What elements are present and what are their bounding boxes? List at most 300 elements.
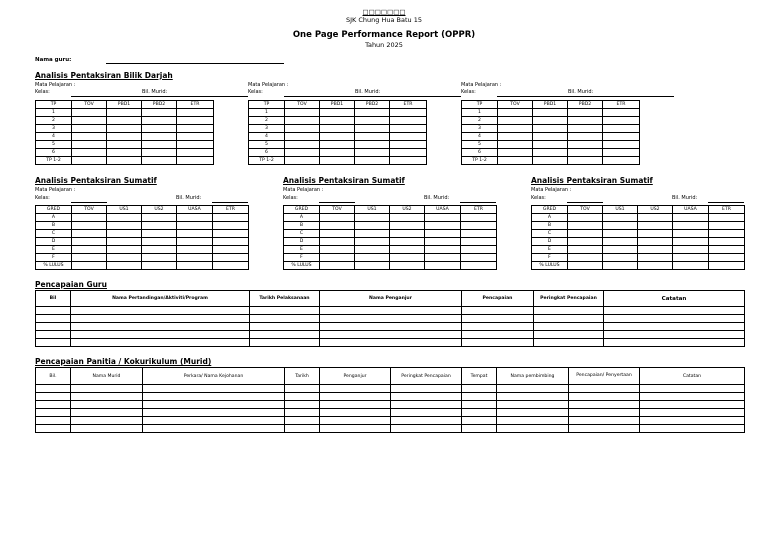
input-cell[interactable]: [603, 117, 640, 125]
input-cell[interactable]: [36, 323, 71, 331]
input-cell[interactable]: [462, 385, 497, 393]
input-cell[interactable]: [72, 254, 107, 262]
input-cell[interactable]: [320, 109, 355, 117]
input-cell[interactable]: [320, 230, 355, 238]
input-cell[interactable]: [355, 262, 390, 270]
input-cell[interactable]: [355, 125, 390, 133]
input-cell[interactable]: [142, 141, 177, 149]
input-cell[interactable]: [533, 149, 568, 157]
input-cell[interactable]: [285, 393, 320, 401]
bd1-bil-murid-line[interactable]: [107, 96, 248, 97]
input-cell[interactable]: [462, 339, 534, 347]
input-cell[interactable]: [534, 339, 604, 347]
input-cell[interactable]: [142, 214, 177, 222]
input-cell[interactable]: [107, 125, 142, 133]
input-cell[interactable]: [568, 230, 603, 238]
input-cell[interactable]: [533, 109, 568, 117]
input-cell[interactable]: [673, 246, 709, 254]
input-cell[interactable]: [673, 238, 709, 246]
input-cell[interactable]: [498, 133, 533, 141]
input-cell[interactable]: [107, 254, 142, 262]
input-cell[interactable]: [250, 331, 320, 339]
input-cell[interactable]: [142, 125, 177, 133]
input-cell[interactable]: [603, 262, 638, 270]
input-cell[interactable]: [213, 222, 249, 230]
input-cell[interactable]: [177, 157, 214, 165]
input-cell[interactable]: [320, 339, 462, 347]
input-cell[interactable]: [71, 425, 143, 433]
input-cell[interactable]: [177, 149, 214, 157]
input-cell[interactable]: [355, 246, 390, 254]
input-cell[interactable]: [36, 307, 71, 315]
input-cell[interactable]: [568, 214, 603, 222]
input-cell[interactable]: [638, 262, 673, 270]
input-cell[interactable]: [497, 401, 569, 409]
input-cell[interactable]: [568, 254, 603, 262]
input-cell[interactable]: [603, 230, 638, 238]
input-cell[interactable]: [638, 246, 673, 254]
input-cell[interactable]: [320, 141, 355, 149]
input-cell[interactable]: [285, 133, 320, 141]
input-cell[interactable]: [36, 385, 71, 393]
input-cell[interactable]: [568, 117, 603, 125]
input-cell[interactable]: [355, 109, 390, 117]
input-cell[interactable]: [568, 149, 603, 157]
input-cell[interactable]: [603, 133, 640, 141]
input-cell[interactable]: [603, 254, 638, 262]
input-cell[interactable]: [142, 254, 177, 262]
input-cell[interactable]: [425, 222, 461, 230]
input-cell[interactable]: [640, 417, 745, 425]
input-cell[interactable]: [177, 222, 213, 230]
input-cell[interactable]: [568, 246, 603, 254]
input-cell[interactable]: [638, 254, 673, 262]
input-cell[interactable]: [461, 254, 497, 262]
input-cell[interactable]: [142, 133, 177, 141]
input-cell[interactable]: [497, 417, 569, 425]
input-cell[interactable]: [285, 157, 320, 165]
input-cell[interactable]: [71, 315, 250, 323]
input-cell[interactable]: [72, 157, 107, 165]
input-cell[interactable]: [461, 238, 497, 246]
input-cell[interactable]: [320, 323, 462, 331]
input-cell[interactable]: [533, 125, 568, 133]
input-cell[interactable]: [142, 222, 177, 230]
input-cell[interactable]: [355, 238, 390, 246]
input-cell[interactable]: [355, 230, 390, 238]
input-cell[interactable]: [603, 214, 638, 222]
input-cell[interactable]: [143, 385, 285, 393]
input-cell[interactable]: [72, 222, 107, 230]
input-cell[interactable]: [285, 409, 320, 417]
input-cell[interactable]: [461, 246, 497, 254]
input-cell[interactable]: [569, 385, 640, 393]
input-cell[interactable]: [177, 238, 213, 246]
input-cell[interactable]: [390, 214, 425, 222]
input-cell[interactable]: [498, 157, 533, 165]
input-cell[interactable]: [498, 109, 533, 117]
input-cell[interactable]: [250, 339, 320, 347]
input-cell[interactable]: [177, 246, 213, 254]
input-cell[interactable]: [462, 307, 534, 315]
input-cell[interactable]: [71, 401, 143, 409]
input-cell[interactable]: [497, 425, 569, 433]
input-cell[interactable]: [107, 141, 142, 149]
input-cell[interactable]: [390, 222, 425, 230]
input-cell[interactable]: [142, 149, 177, 157]
input-cell[interactable]: [177, 262, 213, 270]
input-cell[interactable]: [603, 246, 638, 254]
input-cell[interactable]: [568, 157, 603, 165]
input-cell[interactable]: [425, 214, 461, 222]
input-cell[interactable]: [107, 109, 142, 117]
input-cell[interactable]: [107, 214, 142, 222]
input-cell[interactable]: [36, 409, 71, 417]
input-cell[interactable]: [603, 141, 640, 149]
input-cell[interactable]: [568, 141, 603, 149]
input-cell[interactable]: [320, 393, 391, 401]
input-cell[interactable]: [71, 393, 143, 401]
input-cell[interactable]: [638, 230, 673, 238]
input-cell[interactable]: [390, 133, 427, 141]
input-cell[interactable]: [250, 307, 320, 315]
input-cell[interactable]: [568, 109, 603, 117]
input-cell[interactable]: [285, 117, 320, 125]
input-cell[interactable]: [603, 125, 640, 133]
input-cell[interactable]: [533, 141, 568, 149]
input-cell[interactable]: [250, 315, 320, 323]
input-cell[interactable]: [534, 307, 604, 315]
input-cell[interactable]: [461, 214, 497, 222]
input-cell[interactable]: [355, 117, 390, 125]
input-cell[interactable]: [462, 323, 534, 331]
input-cell[interactable]: [498, 149, 533, 157]
input-cell[interactable]: [390, 230, 425, 238]
input-cell[interactable]: [107, 222, 142, 230]
input-cell[interactable]: [71, 323, 250, 331]
input-cell[interactable]: [673, 222, 709, 230]
input-cell[interactable]: [462, 401, 497, 409]
input-cell[interactable]: [107, 157, 142, 165]
input-cell[interactable]: [355, 157, 390, 165]
input-cell[interactable]: [71, 417, 143, 425]
input-cell[interactable]: [568, 133, 603, 141]
input-cell[interactable]: [320, 315, 462, 323]
input-cell[interactable]: [320, 417, 391, 425]
input-cell[interactable]: [320, 133, 355, 141]
input-cell[interactable]: [533, 157, 568, 165]
input-cell[interactable]: [213, 254, 249, 262]
input-cell[interactable]: [462, 315, 534, 323]
input-cell[interactable]: [533, 117, 568, 125]
input-cell[interactable]: [709, 246, 745, 254]
input-cell[interactable]: [142, 262, 177, 270]
input-cell[interactable]: [72, 109, 107, 117]
input-cell[interactable]: [640, 409, 745, 417]
input-cell[interactable]: [72, 133, 107, 141]
input-cell[interactable]: [603, 238, 638, 246]
input-cell[interactable]: [709, 222, 745, 230]
input-cell[interactable]: [497, 393, 569, 401]
input-cell[interactable]: [709, 230, 745, 238]
input-cell[interactable]: [390, 117, 427, 125]
input-cell[interactable]: [603, 149, 640, 157]
input-cell[interactable]: [320, 425, 391, 433]
input-cell[interactable]: [498, 141, 533, 149]
input-cell[interactable]: [568, 262, 603, 270]
input-cell[interactable]: [36, 401, 71, 409]
input-cell[interactable]: [36, 417, 71, 425]
input-cell[interactable]: [391, 401, 462, 409]
input-cell[interactable]: [461, 262, 497, 270]
input-cell[interactable]: [462, 409, 497, 417]
input-cell[interactable]: [390, 238, 425, 246]
input-cell[interactable]: [391, 409, 462, 417]
input-cell[interactable]: [425, 246, 461, 254]
sm3-bil-murid-line[interactable]: [708, 202, 744, 203]
input-cell[interactable]: [355, 254, 390, 262]
input-cell[interactable]: [143, 417, 285, 425]
input-cell[interactable]: [320, 401, 391, 409]
input-cell[interactable]: [320, 307, 462, 315]
input-cell[interactable]: [285, 109, 320, 117]
input-cell[interactable]: [390, 262, 425, 270]
input-cell[interactable]: [285, 125, 320, 133]
input-cell[interactable]: [391, 385, 462, 393]
input-cell[interactable]: [497, 409, 569, 417]
sm2-kelas-line[interactable]: [319, 202, 355, 203]
input-cell[interactable]: [603, 222, 638, 230]
input-cell[interactable]: [72, 230, 107, 238]
input-cell[interactable]: [638, 222, 673, 230]
input-cell[interactable]: [673, 262, 709, 270]
input-cell[interactable]: [36, 331, 71, 339]
input-cell[interactable]: [390, 109, 427, 117]
input-cell[interactable]: [534, 323, 604, 331]
input-cell[interactable]: [320, 246, 355, 254]
input-cell[interactable]: [673, 230, 709, 238]
input-cell[interactable]: [425, 238, 461, 246]
input-cell[interactable]: [71, 307, 250, 315]
input-cell[interactable]: [320, 238, 355, 246]
input-cell[interactable]: [462, 393, 497, 401]
input-cell[interactable]: [177, 214, 213, 222]
input-cell[interactable]: [497, 385, 569, 393]
input-cell[interactable]: [709, 214, 745, 222]
input-cell[interactable]: [355, 133, 390, 141]
input-cell[interactable]: [36, 315, 71, 323]
input-cell[interactable]: [320, 125, 355, 133]
bd3-kelas-line[interactable]: [497, 96, 533, 97]
input-cell[interactable]: [568, 222, 603, 230]
input-cell[interactable]: [142, 230, 177, 238]
input-cell[interactable]: [709, 262, 745, 270]
input-cell[interactable]: [390, 125, 427, 133]
input-cell[interactable]: [72, 117, 107, 125]
input-cell[interactable]: [213, 246, 249, 254]
input-cell[interactable]: [461, 230, 497, 238]
input-cell[interactable]: [72, 141, 107, 149]
bd2-kelas-label: Kelas:: [248, 89, 263, 95]
bd3-bil-murid-line[interactable]: [533, 96, 674, 97]
input-cell[interactable]: [462, 425, 497, 433]
input-cell[interactable]: [177, 230, 213, 238]
input-cell[interactable]: [142, 109, 177, 117]
input-cell[interactable]: [107, 230, 142, 238]
input-cell[interactable]: [71, 409, 143, 417]
input-cell[interactable]: [320, 214, 355, 222]
sm1-kelas-line[interactable]: [71, 202, 107, 203]
input-cell[interactable]: [640, 385, 745, 393]
input-cell[interactable]: [640, 393, 745, 401]
input-cell[interactable]: [72, 246, 107, 254]
input-cell[interactable]: [604, 331, 745, 339]
input-cell[interactable]: [107, 238, 142, 246]
input-cell[interactable]: [285, 401, 320, 409]
input-cell[interactable]: [569, 393, 640, 401]
input-cell[interactable]: [143, 393, 285, 401]
input-cell[interactable]: [355, 149, 390, 157]
bd1-kelas-line[interactable]: [71, 96, 107, 97]
bd2-row-label: 3: [249, 125, 285, 133]
input-cell[interactable]: [72, 238, 107, 246]
input-cell[interactable]: [320, 262, 355, 270]
input-cell[interactable]: [604, 315, 745, 323]
input-cell[interactable]: [143, 409, 285, 417]
input-cell[interactable]: [36, 393, 71, 401]
input-cell[interactable]: [425, 262, 461, 270]
input-cell[interactable]: [498, 125, 533, 133]
input-cell[interactable]: [107, 117, 142, 125]
input-cell[interactable]: [569, 401, 640, 409]
input-cell[interactable]: [709, 254, 745, 262]
input-cell[interactable]: [320, 117, 355, 125]
input-cell[interactable]: [71, 331, 250, 339]
nama-guru-line[interactable]: [106, 63, 284, 64]
input-cell[interactable]: [391, 417, 462, 425]
input-cell[interactable]: [177, 133, 214, 141]
input-cell[interactable]: [71, 385, 143, 393]
input-cell[interactable]: [390, 157, 427, 165]
input-cell[interactable]: [285, 417, 320, 425]
bd2-kelas-line[interactable]: [284, 96, 320, 97]
input-cell[interactable]: [320, 409, 391, 417]
input-cell[interactable]: [390, 141, 427, 149]
input-cell[interactable]: [462, 331, 534, 339]
input-cell[interactable]: [142, 157, 177, 165]
input-cell[interactable]: [534, 315, 604, 323]
input-cell[interactable]: [390, 149, 427, 157]
input-cell[interactable]: [72, 149, 107, 157]
input-cell[interactable]: [390, 254, 425, 262]
input-cell[interactable]: [498, 117, 533, 125]
sm2-bil-murid-line[interactable]: [460, 202, 496, 203]
input-cell[interactable]: [36, 425, 71, 433]
input-cell[interactable]: [604, 339, 745, 347]
input-cell[interactable]: [213, 214, 249, 222]
input-cell[interactable]: [638, 238, 673, 246]
input-cell[interactable]: [425, 254, 461, 262]
input-cell[interactable]: [533, 133, 568, 141]
sm1-bil-murid-line[interactable]: [212, 202, 248, 203]
input-cell[interactable]: [72, 214, 107, 222]
input-cell[interactable]: [640, 401, 745, 409]
input-cell[interactable]: [177, 141, 214, 149]
input-cell[interactable]: [320, 385, 391, 393]
input-cell[interactable]: [107, 246, 142, 254]
input-cell[interactable]: [107, 149, 142, 157]
input-cell[interactable]: [425, 230, 461, 238]
input-cell[interactable]: [143, 425, 285, 433]
input-cell[interactable]: [638, 214, 673, 222]
input-cell[interactable]: [355, 141, 390, 149]
input-cell[interactable]: [534, 331, 604, 339]
input-cell[interactable]: [603, 109, 640, 117]
input-cell[interactable]: [213, 230, 249, 238]
input-cell[interactable]: [285, 149, 320, 157]
input-cell[interactable]: [355, 222, 390, 230]
input-cell[interactable]: [709, 238, 745, 246]
input-cell[interactable]: [177, 117, 214, 125]
input-cell[interactable]: [569, 425, 640, 433]
input-cell[interactable]: [213, 238, 249, 246]
input-cell[interactable]: [390, 246, 425, 254]
input-cell[interactable]: [604, 307, 745, 315]
input-cell[interactable]: [320, 331, 462, 339]
input-cell[interactable]: [72, 262, 107, 270]
input-cell[interactable]: [462, 417, 497, 425]
input-cell[interactable]: [142, 246, 177, 254]
input-cell[interactable]: [177, 254, 213, 262]
input-cell[interactable]: [177, 109, 214, 117]
input-cell[interactable]: [72, 125, 107, 133]
input-cell[interactable]: [355, 214, 390, 222]
input-cell[interactable]: [673, 254, 709, 262]
input-cell[interactable]: [250, 323, 320, 331]
input-cell[interactable]: [391, 393, 462, 401]
input-cell[interactable]: [107, 133, 142, 141]
input-cell[interactable]: [640, 425, 745, 433]
input-cell[interactable]: [673, 214, 709, 222]
input-cell[interactable]: [320, 254, 355, 262]
table-row: [36, 214, 249, 222]
input-cell[interactable]: [461, 222, 497, 230]
input-cell[interactable]: [142, 117, 177, 125]
input-cell[interactable]: [320, 157, 355, 165]
input-cell[interactable]: [569, 409, 640, 417]
input-cell[interactable]: [320, 149, 355, 157]
input-cell[interactable]: [603, 157, 640, 165]
sm3-kelas-line[interactable]: [567, 202, 603, 203]
input-cell[interactable]: [568, 125, 603, 133]
input-cell[interactable]: [177, 125, 214, 133]
input-cell[interactable]: [107, 262, 142, 270]
input-cell[interactable]: [285, 141, 320, 149]
input-cell[interactable]: [71, 339, 250, 347]
input-cell[interactable]: [568, 238, 603, 246]
input-cell[interactable]: [285, 385, 320, 393]
input-cell[interactable]: [36, 339, 71, 347]
input-cell[interactable]: [143, 401, 285, 409]
input-cell[interactable]: [391, 425, 462, 433]
input-cell[interactable]: [320, 222, 355, 230]
input-cell[interactable]: [569, 417, 640, 425]
input-cell[interactable]: [604, 323, 745, 331]
bd2-bil-murid-line[interactable]: [320, 96, 461, 97]
input-cell[interactable]: [213, 262, 249, 270]
input-cell[interactable]: [142, 238, 177, 246]
input-cell[interactable]: [285, 425, 320, 433]
